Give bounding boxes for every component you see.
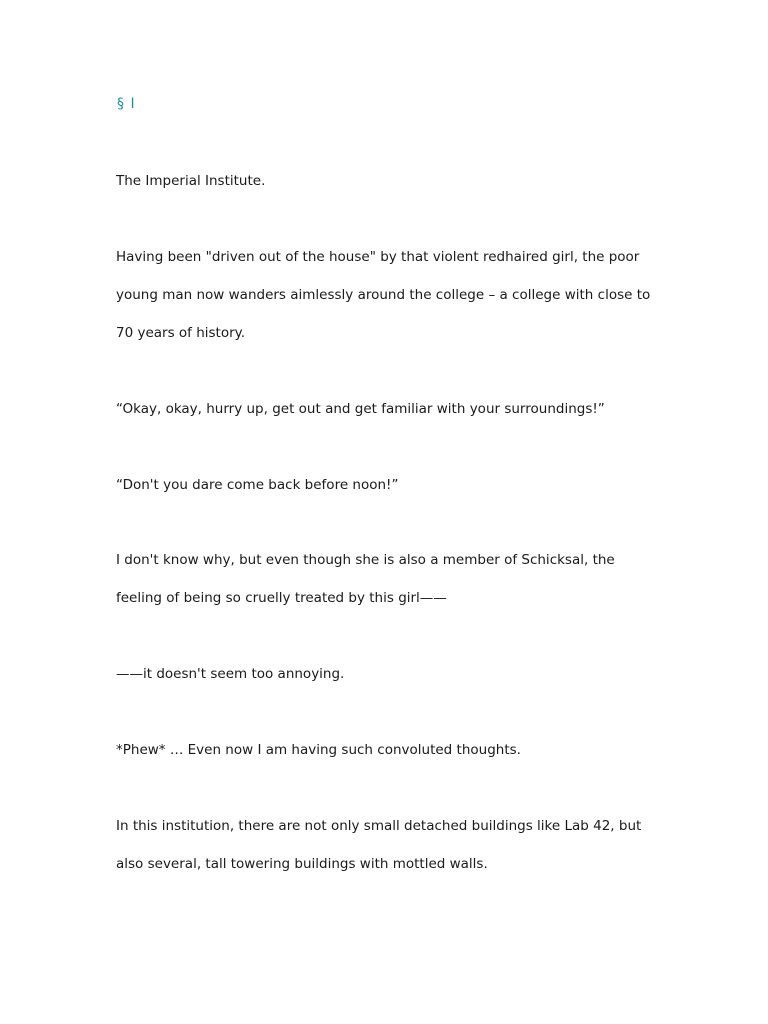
paragraph-line: I don't know why, but even though she is also a member of Schicksal, the [116,552,615,568]
paragraph-line: feeling of being so cruelly treated by this girl—— [116,590,447,606]
section-heading: § Ⅰ [117,96,136,112]
paragraph-line: also several, tall towering buildings with mottled walls. [116,856,488,872]
dialogue-line: “Okay, okay, hurry up, get out and get familiar with your surroundings!” [116,401,605,417]
dialogue-line: “Don't you dare come back before noon!” [116,477,399,493]
paragraph-line: Having been "driven out of the house" by that violent redhaired girl, the poor [116,249,640,265]
paragraph-line: In this institution, there are not only small detached buildings like Lab 42, but [116,818,642,834]
paragraph-line: 70 years of history. [116,325,246,341]
paragraph-line: young man now wanders aimlessly around the college – a college with close to [116,287,651,303]
paragraph-line: ——it doesn't seem too annoying. [116,666,345,682]
paragraph-line: *Phew* … Even now I am having such convoluted thoughts. [116,742,521,758]
paragraph-line: The Imperial Institute. [116,173,266,189]
